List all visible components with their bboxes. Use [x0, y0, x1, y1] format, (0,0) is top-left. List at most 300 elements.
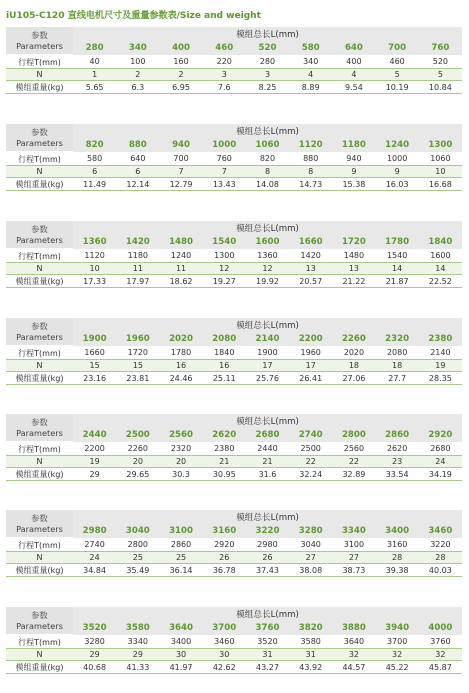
- header-row: [6, 27, 462, 41]
- stroke-cell: 3400: [159, 635, 202, 649]
- row-label: 行程T(mm): [6, 152, 73, 166]
- length-cell: 2680: [246, 428, 289, 442]
- stroke-cell: 3580: [289, 635, 332, 649]
- parameters-label-en: Parameters: [16, 427, 63, 438]
- stroke-cell: 700: [159, 152, 202, 166]
- stroke-row: [6, 55, 462, 69]
- n-cell: 5: [376, 69, 419, 81]
- weight-cell: 32.89: [332, 468, 375, 481]
- row-label: 模组重量(kg): [6, 468, 73, 481]
- parameters-cell: [6, 414, 73, 442]
- n-cell: 14: [376, 263, 419, 275]
- length-cell: 400: [159, 41, 202, 55]
- n-row: [6, 552, 462, 564]
- weight-cell: 45.22: [376, 661, 419, 674]
- weight-cell: 21.87: [376, 275, 419, 288]
- weight-cell: 6.3: [116, 81, 159, 94]
- length-cell: 520: [246, 41, 289, 55]
- stroke-cell: 1960: [289, 346, 332, 360]
- weight-row: [6, 275, 462, 288]
- length-cell: 1180: [332, 138, 375, 152]
- length-cell: 3820: [289, 621, 332, 635]
- n-cell: 19: [73, 456, 116, 468]
- stroke-cell: 3700: [376, 635, 419, 649]
- parameters-cell: [6, 221, 73, 249]
- length-row: [6, 621, 462, 635]
- length-cell: 3460: [419, 524, 462, 538]
- n-cell: 15: [73, 360, 116, 372]
- stroke-cell: 2680: [419, 442, 462, 456]
- n-cell: 32: [332, 649, 375, 661]
- weight-cell: 15.38: [332, 178, 375, 191]
- n-cell: 10: [73, 263, 116, 275]
- weight-cell: 30.95: [203, 468, 246, 481]
- length-cell: 460: [203, 41, 246, 55]
- n-cell: 15: [116, 360, 159, 372]
- stroke-cell: 3760: [419, 635, 462, 649]
- length-row: [6, 138, 462, 152]
- length-cell: 3340: [332, 524, 375, 538]
- weight-cell: 40.68: [73, 661, 116, 674]
- stroke-cell: 3520: [246, 635, 289, 649]
- n-cell: 7: [203, 166, 246, 178]
- weight-cell: 42.62: [203, 661, 246, 674]
- weight-cell: 28.35: [419, 372, 462, 385]
- weight-cell: 10.19: [376, 81, 419, 94]
- n-cell: 9: [332, 166, 375, 178]
- weight-cell: 41.97: [159, 661, 202, 674]
- weight-cell: 13.43: [203, 178, 246, 191]
- n-cell: 26: [203, 552, 246, 564]
- length-cell: 3280: [289, 524, 332, 538]
- length-header: 模组总长L(mm): [73, 510, 462, 524]
- weight-cell: 5.65: [73, 81, 116, 94]
- length-cell: 3940: [376, 621, 419, 635]
- header-row: [6, 318, 462, 332]
- stroke-cell: 1300: [203, 249, 246, 263]
- weight-cell: 37.43: [246, 564, 289, 577]
- weight-cell: 45.87: [419, 661, 462, 674]
- row-label: 行程T(mm): [6, 635, 73, 649]
- length-cell: 2440: [73, 428, 116, 442]
- n-cell: 18: [376, 360, 419, 372]
- spec-table: [6, 124, 462, 191]
- length-cell: 1360: [73, 235, 116, 249]
- stroke-cell: 280: [246, 55, 289, 69]
- n-cell: 24: [73, 552, 116, 564]
- length-cell: 2080: [203, 332, 246, 346]
- weight-cell: 17.97: [116, 275, 159, 288]
- n-cell: 30: [203, 649, 246, 661]
- stroke-cell: 160: [159, 55, 202, 69]
- length-cell: 1000: [203, 138, 246, 152]
- row-label: 行程T(mm): [6, 346, 73, 360]
- n-cell: 7: [159, 166, 202, 178]
- stroke-cell: 2980: [246, 538, 289, 552]
- stroke-cell: 1900: [246, 346, 289, 360]
- weight-cell: 16.03: [376, 178, 419, 191]
- weight-cell: 35.49: [116, 564, 159, 577]
- weight-cell: 11.49: [73, 178, 116, 191]
- stroke-cell: 3460: [203, 635, 246, 649]
- length-cell: 1840: [419, 235, 462, 249]
- n-cell: 25: [159, 552, 202, 564]
- n-row: [6, 69, 462, 81]
- weight-cell: 17.33: [73, 275, 116, 288]
- length-cell: 3700: [203, 621, 246, 635]
- length-cell: 2740: [289, 428, 332, 442]
- weight-cell: 33.54: [376, 468, 419, 481]
- n-cell: 3: [203, 69, 246, 81]
- n-cell: 10: [419, 166, 462, 178]
- length-cell: 2380: [419, 332, 462, 346]
- parameters-label-cn: 参数: [31, 416, 48, 427]
- weight-cell: 19.27: [203, 275, 246, 288]
- stroke-cell: 2740: [73, 538, 116, 552]
- weight-cell: 21.22: [332, 275, 375, 288]
- header-row: [6, 607, 462, 621]
- stroke-cell: 2560: [332, 442, 375, 456]
- parameters-cell: [6, 124, 73, 152]
- stroke-cell: 460: [376, 55, 419, 69]
- length-header: 模组总长L(mm): [73, 27, 462, 41]
- header-row: [6, 414, 462, 428]
- weight-row: [6, 468, 462, 481]
- length-row: [6, 41, 462, 55]
- weight-cell: 27.7: [376, 372, 419, 385]
- n-cell: 16: [159, 360, 202, 372]
- stroke-cell: 3040: [289, 538, 332, 552]
- weight-cell: 39.38: [376, 564, 419, 577]
- length-cell: 2920: [419, 428, 462, 442]
- row-label: 行程T(mm): [6, 538, 73, 552]
- n-cell: 17: [246, 360, 289, 372]
- parameters-cell: [6, 607, 73, 635]
- parameters-label-en: Parameters: [16, 523, 63, 534]
- stroke-cell: 2200: [73, 442, 116, 456]
- stroke-cell: 1420: [289, 249, 332, 263]
- row-label: N: [6, 649, 73, 661]
- stroke-cell: 1660: [73, 346, 116, 360]
- length-cell: 1960: [116, 332, 159, 346]
- length-cell: 1600: [246, 235, 289, 249]
- stroke-cell: 2380: [203, 442, 246, 456]
- weight-cell: 36.78: [203, 564, 246, 577]
- n-cell: 27: [289, 552, 332, 564]
- weight-cell: 12.14: [116, 178, 159, 191]
- stroke-cell: 400: [332, 55, 375, 69]
- header-row: [6, 124, 462, 138]
- n-cell: 32: [419, 649, 462, 661]
- n-cell: 16: [203, 360, 246, 372]
- stroke-cell: 580: [73, 152, 116, 166]
- stroke-cell: 2020: [332, 346, 375, 360]
- length-cell: 340: [116, 41, 159, 55]
- weight-cell: 19.92: [246, 275, 289, 288]
- n-cell: 13: [289, 263, 332, 275]
- length-cell: 3100: [159, 524, 202, 538]
- stroke-cell: 2080: [376, 346, 419, 360]
- weight-row: [6, 661, 462, 674]
- n-cell: 5: [419, 69, 462, 81]
- n-cell: 2: [159, 69, 202, 81]
- stroke-cell: 1360: [246, 249, 289, 263]
- n-cell: 30: [159, 649, 202, 661]
- stroke-cell: 3160: [376, 538, 419, 552]
- n-cell: 4: [332, 69, 375, 81]
- stroke-cell: 340: [289, 55, 332, 69]
- weight-row: [6, 178, 462, 191]
- length-cell: 3760: [246, 621, 289, 635]
- row-label: 模组重量(kg): [6, 81, 73, 94]
- weight-cell: 36.14: [159, 564, 202, 577]
- length-cell: 1300: [419, 138, 462, 152]
- n-cell: 28: [376, 552, 419, 564]
- stroke-cell: 2140: [419, 346, 462, 360]
- stroke-row: [6, 152, 462, 166]
- n-row: [6, 456, 462, 468]
- stroke-cell: 3340: [116, 635, 159, 649]
- n-cell: 1: [73, 69, 116, 81]
- weight-cell: 43.27: [246, 661, 289, 674]
- stroke-row: [6, 346, 462, 360]
- weight-cell: 22.52: [419, 275, 462, 288]
- stroke-cell: 520: [419, 55, 462, 69]
- row-label: N: [6, 360, 73, 372]
- header-row: [6, 510, 462, 524]
- weight-cell: 29.65: [116, 468, 159, 481]
- n-cell: 32: [376, 649, 419, 661]
- row-label: 模组重量(kg): [6, 564, 73, 577]
- row-label: N: [6, 263, 73, 275]
- spec-table: [6, 318, 462, 385]
- length-cell: 580: [289, 41, 332, 55]
- row-label: N: [6, 552, 73, 564]
- row-label: 模组重量(kg): [6, 275, 73, 288]
- weight-cell: 23.81: [116, 372, 159, 385]
- weight-cell: 14.08: [246, 178, 289, 191]
- parameters-label-en: Parameters: [16, 137, 63, 148]
- n-cell: 6: [116, 166, 159, 178]
- n-cell: 24: [419, 456, 462, 468]
- stroke-cell: 2320: [159, 442, 202, 456]
- n-row: [6, 649, 462, 661]
- length-cell: 2200: [289, 332, 332, 346]
- parameters-label-cn: 参数: [31, 223, 48, 234]
- weight-cell: 25.11: [203, 372, 246, 385]
- stroke-cell: 880: [289, 152, 332, 166]
- parameters-label-cn: 参数: [31, 609, 48, 620]
- stroke-cell: 2860: [159, 538, 202, 552]
- n-cell: 11: [159, 263, 202, 275]
- length-row: [6, 428, 462, 442]
- weight-cell: 27.06: [332, 372, 375, 385]
- stroke-cell: 2620: [376, 442, 419, 456]
- length-cell: 3400: [376, 524, 419, 538]
- weight-cell: 34.19: [419, 468, 462, 481]
- length-cell: 1540: [203, 235, 246, 249]
- parameters-label-cn: 参数: [31, 126, 48, 137]
- weight-cell: 41.33: [116, 661, 159, 674]
- n-row: [6, 166, 462, 178]
- row-label: N: [6, 69, 73, 81]
- stroke-cell: 1540: [376, 249, 419, 263]
- n-cell: 3: [246, 69, 289, 81]
- n-cell: 28: [419, 552, 462, 564]
- weight-cell: 14.73: [289, 178, 332, 191]
- n-cell: 23: [376, 456, 419, 468]
- row-label: 行程T(mm): [6, 442, 73, 456]
- stroke-cell: 3280: [73, 635, 116, 649]
- n-cell: 21: [246, 456, 289, 468]
- parameters-label-en: Parameters: [16, 40, 63, 51]
- weight-row: [6, 81, 462, 94]
- spec-table: [6, 607, 462, 674]
- length-header: 模组总长L(mm): [73, 221, 462, 235]
- header-row: [6, 221, 462, 235]
- n-cell: 20: [116, 456, 159, 468]
- row-label: 行程T(mm): [6, 249, 73, 263]
- stroke-cell: 640: [116, 152, 159, 166]
- n-cell: 31: [246, 649, 289, 661]
- weight-cell: 31.6: [246, 468, 289, 481]
- stroke-cell: 1000: [376, 152, 419, 166]
- weight-cell: 40.03: [419, 564, 462, 577]
- stroke-cell: 1780: [159, 346, 202, 360]
- length-cell: 700: [376, 41, 419, 55]
- n-cell: 12: [203, 263, 246, 275]
- length-cell: 880: [116, 138, 159, 152]
- stroke-cell: 3220: [419, 538, 462, 552]
- n-cell: 18: [332, 360, 375, 372]
- weight-cell: 43.92: [289, 661, 332, 674]
- weight-cell: 24.46: [159, 372, 202, 385]
- length-cell: 1060: [246, 138, 289, 152]
- weight-cell: 7.6: [203, 81, 246, 94]
- stroke-cell: 100: [116, 55, 159, 69]
- length-cell: 2500: [116, 428, 159, 442]
- weight-cell: 9.54: [332, 81, 375, 94]
- n-cell: 2: [116, 69, 159, 81]
- row-label: 模组重量(kg): [6, 372, 73, 385]
- length-cell: 3040: [116, 524, 159, 538]
- weight-cell: 30.3: [159, 468, 202, 481]
- stroke-cell: 1060: [419, 152, 462, 166]
- n-cell: 27: [332, 552, 375, 564]
- n-cell: 8: [289, 166, 332, 178]
- n-cell: 22: [332, 456, 375, 468]
- page-title: iU105-C120 直线电机尺寸及重量参数表/Size and weight: [6, 10, 261, 21]
- spec-table: [6, 510, 462, 577]
- weight-cell: 25.76: [246, 372, 289, 385]
- weight-cell: 38.08: [289, 564, 332, 577]
- n-cell: 31: [289, 649, 332, 661]
- length-cell: 1420: [116, 235, 159, 249]
- weight-cell: 32.24: [289, 468, 332, 481]
- length-cell: 4000: [419, 621, 462, 635]
- weight-cell: 38.73: [332, 564, 375, 577]
- length-cell: 3640: [159, 621, 202, 635]
- n-row: [6, 360, 462, 372]
- stroke-cell: 1480: [332, 249, 375, 263]
- n-row: [6, 263, 462, 275]
- length-cell: 760: [419, 41, 462, 55]
- length-cell: 2800: [332, 428, 375, 442]
- parameters-label-cn: 参数: [31, 29, 48, 40]
- length-cell: 2320: [376, 332, 419, 346]
- row-label: N: [6, 456, 73, 468]
- weight-row: [6, 372, 462, 385]
- weight-cell: 29: [73, 468, 116, 481]
- spec-table: [6, 221, 462, 288]
- length-cell: 820: [73, 138, 116, 152]
- parameters-cell: [6, 510, 73, 538]
- n-cell: 26: [246, 552, 289, 564]
- stroke-row: [6, 635, 462, 649]
- stroke-row: [6, 442, 462, 456]
- length-row: [6, 332, 462, 346]
- length-cell: 3580: [116, 621, 159, 635]
- length-header: 模组总长L(mm): [73, 607, 462, 621]
- length-row: [6, 235, 462, 249]
- stroke-cell: 1240: [159, 249, 202, 263]
- stroke-cell: 40: [73, 55, 116, 69]
- spec-table: [6, 27, 462, 94]
- stroke-cell: 3100: [332, 538, 375, 552]
- length-cell: 3520: [73, 621, 116, 635]
- weight-cell: 18.62: [159, 275, 202, 288]
- weight-cell: 23.16: [73, 372, 116, 385]
- spec-table: [6, 414, 462, 481]
- weight-row: [6, 564, 462, 577]
- length-header: 模组总长L(mm): [73, 124, 462, 138]
- n-cell: 13: [332, 263, 375, 275]
- stroke-cell: 1600: [419, 249, 462, 263]
- n-cell: 9: [376, 166, 419, 178]
- n-cell: 6: [73, 166, 116, 178]
- weight-cell: 26.41: [289, 372, 332, 385]
- parameters-label-cn: 参数: [31, 512, 48, 523]
- stroke-cell: 1180: [116, 249, 159, 263]
- length-cell: 3220: [246, 524, 289, 538]
- stroke-cell: 220: [203, 55, 246, 69]
- stroke-cell: 1120: [73, 249, 116, 263]
- n-cell: 29: [73, 649, 116, 661]
- stroke-row: [6, 249, 462, 263]
- parameters-label-en: Parameters: [16, 620, 63, 631]
- length-cell: 2860: [376, 428, 419, 442]
- length-cell: 2620: [203, 428, 246, 442]
- weight-cell: 10.84: [419, 81, 462, 94]
- length-cell: 1120: [289, 138, 332, 152]
- n-cell: 4: [289, 69, 332, 81]
- stroke-cell: 760: [203, 152, 246, 166]
- parameters-label-en: Parameters: [16, 234, 63, 245]
- weight-cell: 8.25: [246, 81, 289, 94]
- parameters-label-en: Parameters: [16, 331, 63, 342]
- length-cell: 2980: [73, 524, 116, 538]
- length-cell: 3880: [332, 621, 375, 635]
- n-cell: 11: [116, 263, 159, 275]
- row-label: N: [6, 166, 73, 178]
- weight-cell: 8.89: [289, 81, 332, 94]
- length-cell: 2140: [246, 332, 289, 346]
- length-cell: 2560: [159, 428, 202, 442]
- n-cell: 25: [116, 552, 159, 564]
- length-cell: 1720: [332, 235, 375, 249]
- row-label: 行程T(mm): [6, 55, 73, 69]
- stroke-cell: 2260: [116, 442, 159, 456]
